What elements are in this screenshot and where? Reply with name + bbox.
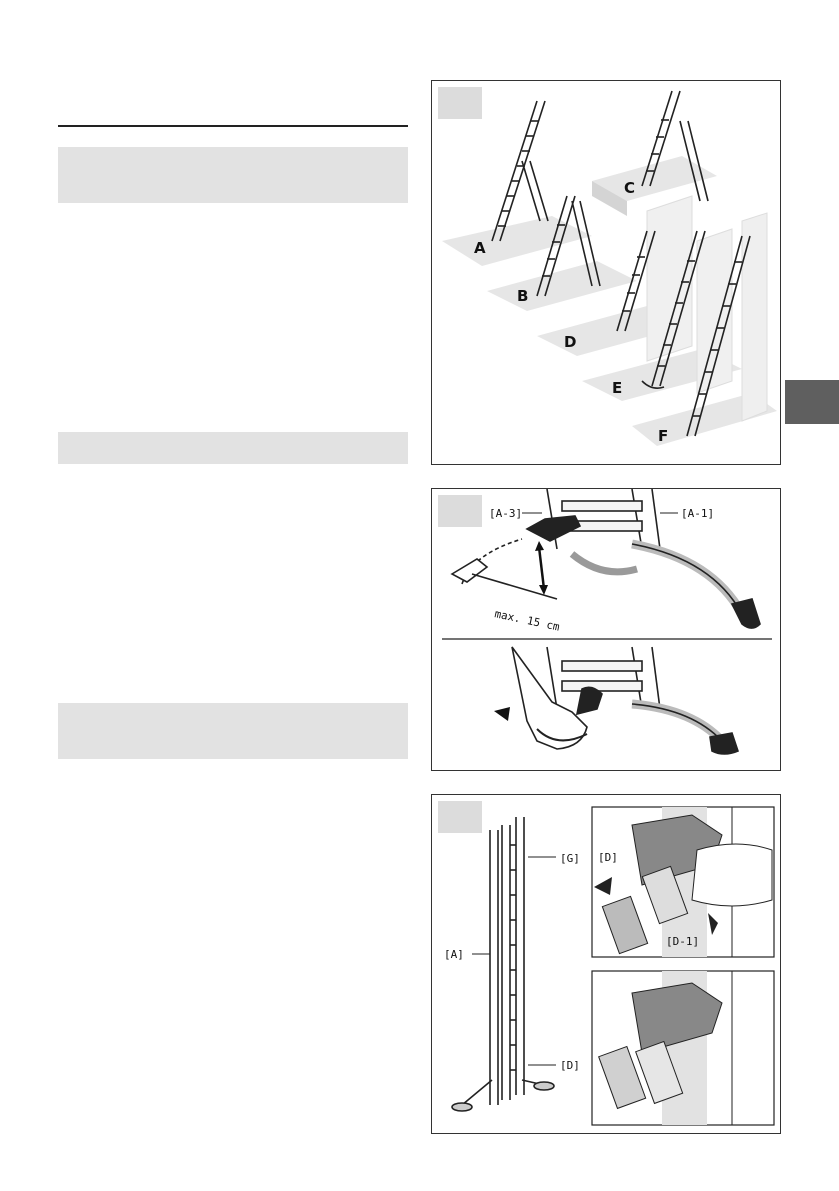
figure-3-illustration	[432, 795, 780, 1133]
label-d-detail: [D]	[598, 851, 618, 864]
figure-number-tag	[438, 495, 482, 527]
config-label-b: B	[517, 287, 529, 305]
label-g: [G]	[560, 852, 580, 865]
label-a3: [A-3]	[489, 507, 523, 520]
figure-stabiliser-foot	[431, 488, 781, 771]
heading-box-2	[58, 432, 408, 464]
heading-box-3	[58, 703, 408, 759]
label-d: [D]	[560, 1059, 580, 1072]
figure-2-illustration	[432, 489, 780, 770]
config-label-c: C	[624, 179, 636, 197]
label-a1: [A-1]	[681, 507, 715, 520]
figure-ladder-configurations	[431, 80, 781, 465]
figure-1-illustration	[432, 81, 780, 464]
config-label-a: A	[474, 239, 486, 257]
heading-box-1	[58, 147, 408, 203]
figure-number-tag	[438, 801, 482, 833]
section-rule	[58, 125, 408, 127]
section-side-tab	[785, 380, 839, 424]
label-a: [A]	[444, 948, 464, 961]
config-label-f: F	[658, 427, 669, 445]
figure-ladder-lock	[431, 794, 781, 1134]
figure-number-tag	[438, 87, 482, 119]
config-label-d: D	[564, 333, 577, 351]
config-label-e: E	[612, 379, 623, 397]
measure-label: max. 15 cm	[493, 607, 561, 634]
label-d1: [D-1]	[666, 935, 700, 948]
